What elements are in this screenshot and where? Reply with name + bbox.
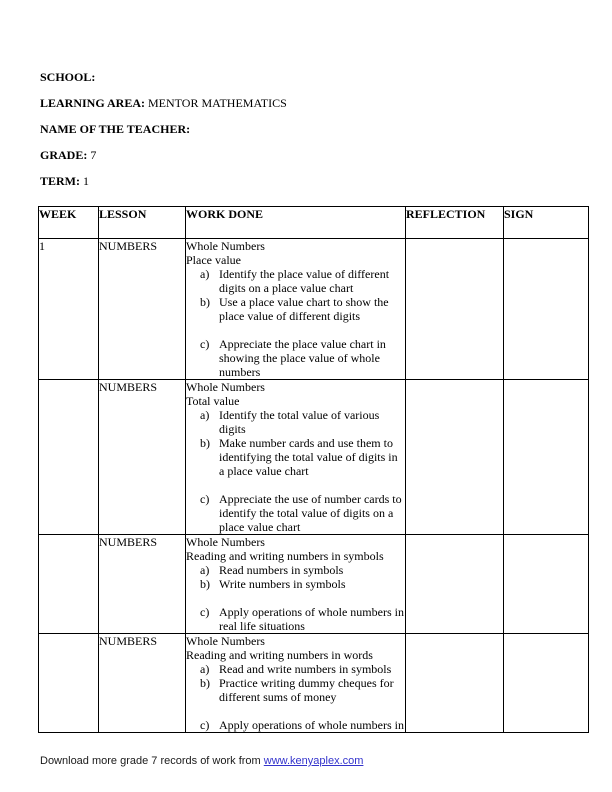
item-text: Appreciate the use of number cards to identify the total value of digits on a place value chart (219, 492, 402, 534)
field-grade (40, 148, 612, 163)
item-text: Appreciate the place value chart in showing the place value of whole numbers (219, 337, 386, 379)
work-topic: Whole Numbers (186, 535, 265, 549)
item-label: b) (200, 577, 210, 591)
table-header-row (39, 207, 589, 239)
work-done-cell (186, 634, 406, 733)
item-text: Use a place value chart to show the place value of different digits (219, 295, 389, 323)
field-teacher-name-label: NAME OF THE TEACHER: (40, 122, 191, 136)
item-text: Apply operations of whole numbers in real life situations (219, 605, 404, 633)
work-item-b (186, 295, 405, 323)
sign-cell (504, 634, 589, 733)
item-label: c) (200, 492, 210, 506)
week-cell (39, 535, 99, 634)
work-item-c (186, 718, 405, 732)
item-text: Identify the total value of various digits (219, 408, 380, 436)
field-term-label: TERM: (40, 174, 80, 188)
field-grade-value: 7 (87, 148, 97, 162)
work-topic: Whole Numbers (186, 239, 265, 253)
field-term (40, 174, 612, 189)
work-item-a (186, 408, 405, 436)
field-term-value: 1 (80, 174, 89, 188)
item-text: Apply operations of whole numbers in (219, 718, 404, 732)
field-teacher-name (40, 122, 612, 137)
table-row (39, 535, 589, 634)
lesson-cell: NUMBERS (99, 239, 186, 380)
column-header-sign: SIGN (504, 207, 589, 239)
field-learning-area-label: LEARNING AREA: (40, 96, 146, 110)
sign-cell (504, 239, 589, 380)
field-grade-label: GRADE: (40, 148, 88, 162)
column-header-work-done: WORK DONE (186, 207, 406, 239)
column-header-reflection: REFLECTION (406, 207, 504, 239)
item-text: Practice writing dummy cheques for different sums of money (219, 676, 394, 704)
week-cell (39, 380, 99, 535)
work-item-c (186, 605, 405, 633)
work-subtopic: Place value (186, 253, 241, 267)
work-item-a (186, 662, 405, 676)
work-done-cell (186, 535, 406, 634)
document-header (0, 0, 612, 189)
table-row (39, 634, 589, 733)
item-text: Read numbers in symbols (219, 563, 344, 577)
item-label: a) (200, 408, 210, 422)
field-learning-area (40, 96, 612, 111)
table-row (39, 380, 589, 535)
column-header-lesson: LESSON (99, 207, 186, 239)
work-subtopic: Reading and writing numbers in words (186, 648, 373, 662)
item-label: a) (200, 662, 210, 676)
records-of-work-table (38, 206, 589, 733)
field-school-label: SCHOOL: (40, 70, 96, 84)
reflection-cell (406, 634, 504, 733)
footer-text: Download more grade 7 records of work from (40, 755, 264, 767)
item-label: b) (200, 295, 210, 309)
work-item-a (186, 563, 405, 577)
week-cell: 1 (39, 239, 99, 380)
work-item-c (186, 337, 405, 379)
reflection-cell (406, 535, 504, 634)
week-cell (39, 634, 99, 733)
lesson-cell: NUMBERS (99, 380, 186, 535)
work-subtopic: Reading and writing numbers in symbols (186, 549, 384, 563)
item-text: Make number cards and use them to identifying the total value of digits in a place value chart (219, 436, 398, 478)
item-label: c) (200, 718, 210, 732)
work-topic: Whole Numbers (186, 380, 265, 394)
item-label: a) (200, 267, 210, 281)
table-row (39, 239, 589, 380)
field-school (40, 70, 612, 85)
column-header-week: WEEK (39, 207, 99, 239)
kenyaplex-link[interactable]: www.kenyaplex.com (263, 755, 364, 767)
reflection-cell (406, 239, 504, 380)
field-learning-area-value: MENTOR MATHEMATICS (145, 96, 287, 110)
work-item-b (186, 436, 405, 478)
item-label: b) (200, 676, 210, 690)
lesson-cell: NUMBERS (99, 634, 186, 733)
item-text: Identify the place value of different digits on a place value chart (219, 267, 390, 295)
sign-cell (504, 380, 589, 535)
work-topic: Whole Numbers (186, 634, 265, 648)
item-text: Write numbers in symbols (219, 577, 346, 591)
work-done-cell (186, 380, 406, 535)
item-label: c) (200, 337, 210, 351)
work-item-b (186, 577, 405, 591)
work-item-b (186, 676, 405, 704)
work-subtopic: Total value (186, 394, 240, 408)
item-label: c) (200, 605, 210, 619)
item-text: Read and write numbers in symbols (219, 662, 392, 676)
sign-cell (504, 535, 589, 634)
reflection-cell (406, 380, 504, 535)
item-label: b) (200, 436, 210, 450)
item-label: a) (200, 563, 210, 577)
download-footer (40, 755, 612, 767)
work-done-cell (186, 239, 406, 380)
work-item-c (186, 492, 405, 534)
lesson-cell: NUMBERS (99, 535, 186, 634)
work-item-a (186, 267, 405, 295)
